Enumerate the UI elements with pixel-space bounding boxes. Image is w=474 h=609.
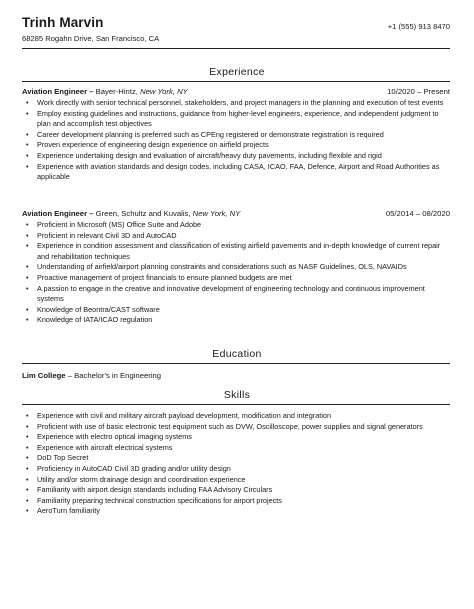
list-item: • Utility and/or storm drainage design and coordination experience [22,475,450,486]
job-dates: 05/2014 – 08/2020 [385,209,450,218]
list-item: • Understanding of airfield/airport planning constraints and considerations such as NASF Guidelines, OLS, NAVAIDs [22,262,450,273]
list-item: • Proactive management of project financials to ensure planned budgets are met [22,273,450,284]
list-item: • Proven experience of engineering design experience on airfield projects [22,140,450,151]
list-item: • Proficient in Microsoft (MS) Office Suite and Adobe [22,220,450,231]
education-heading: Education [212,348,262,360]
list-item: • Familiarity preparing technical construction specifications for airport projects [22,496,450,507]
list-item: • Experience with aircraft electrical systems [22,443,450,454]
header-divider [22,48,450,49]
list-item: • DoD Top Secret [22,453,450,464]
candidate-address: 68285 Rogahn Drive, San Francisco, CA [22,34,160,43]
experience-heading: Experience [209,66,265,78]
list-item: • Proficiency in AutoCAD Civil 3D grading and/or utility design [22,464,450,475]
list-item: • Employ existing guidelines and instructions, guidance from higher-level engineers, experience, and independent judgment to plan and accomplish test objectives [22,109,450,130]
job-separator: – [87,87,96,96]
education-separator: – [65,371,75,380]
degree: Bachelor's in Engineering [74,371,162,380]
job-header [22,209,450,218]
experience-divider [22,81,450,82]
list-item: • Experience in condition assessment and classification of existing airfield pavements and in-depth knowledge of current repair and rehabilitation techniques [22,241,450,262]
list-item: • A passion to engage in the creative and innovative development of engineering technology and continuous improvement systems [22,284,450,305]
skills-divider [22,404,450,405]
job-bullet-list [22,98,450,183]
education-entry [22,371,161,380]
job-location: New York, NY [192,209,241,218]
school-name: Lim College [22,371,66,380]
list-item: • Proficient with use of basic electronic test equipment such as DVW, Oscilloscope, power supplies and signal generators [22,422,450,433]
list-item: • AeroTurn familiarity [22,506,450,517]
list-item: • Familiarity with airport design standards including FAA Advisory Circulars [22,485,450,496]
list-item: • Career development planning is preferred such as CPEng registered or demonstrate registration is required [22,130,450,141]
job-dates: 10/2020 – Present [387,87,450,96]
job-title: Aviation Engineer [22,209,88,218]
candidate-name: Trinh Marvin [22,15,104,30]
job-bullet-list [22,220,450,326]
list-item: • Experience with civil and military aircraft payload development, modification and integration [22,411,450,422]
phone-number: +1 (555) 913 8470 [387,22,450,31]
job-location: New York, NY [140,87,188,96]
list-item: • Proficient in relevant Civil 3D and AutoCAD [22,231,450,242]
list-item: • Knowledge of IATA/ICAO regulation [22,315,450,326]
list-item: • Experience undertaking design and evaluation of aircraft/heavy duty pavements, including flexible and rigid [22,151,450,162]
list-item: • Experience with electro optical imaging systems [22,432,450,443]
education-divider [22,363,450,364]
job-title: Aviation Engineer [22,87,88,96]
list-item: • Knowledge of Beontra/CAST software [22,305,450,316]
list-item: • Work directly with senior technical personnel, stakeholders, and project managers in the planning and execution of test events [22,98,450,109]
skills-list [22,411,450,517]
list-item: • Experience with aviation standards and design codes, including CASA, ICAO, FAA, Defence, Airport and Road Authorities as applicable [22,162,450,183]
skills-heading: Skills [223,389,251,401]
job-company: Bayer-Hintz, [95,87,141,96]
job-header [22,87,450,96]
job-company: Green, Schultz and Kuvalis, [95,209,193,218]
job-separator: – [87,209,96,218]
